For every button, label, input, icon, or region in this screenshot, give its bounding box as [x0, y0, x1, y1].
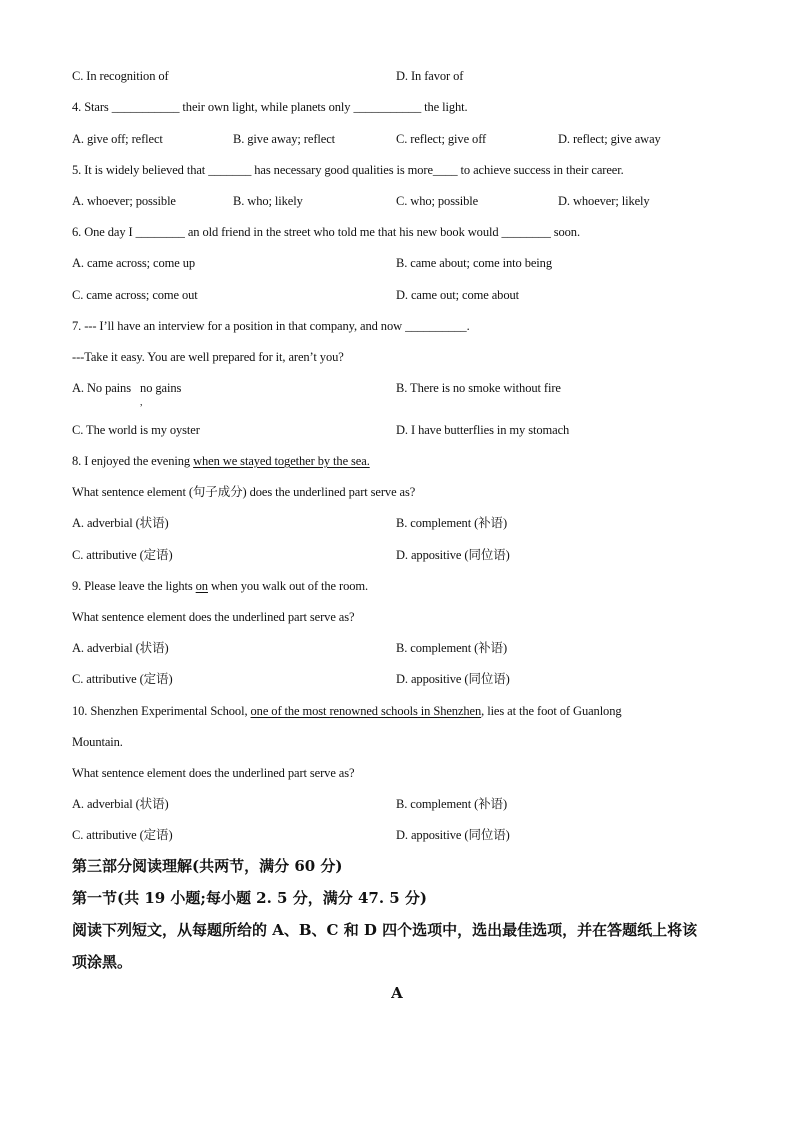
q7-reply: ---Take it easy. You are well prepared for it, aren’t you? [72, 350, 344, 364]
q3-option-c: C. In recognition of [72, 69, 169, 83]
q6-option-b: B. came about; come into being [396, 256, 552, 270]
q5-option-a: A. whoever; possible [72, 194, 176, 208]
q10-stem [72, 703, 622, 719]
q7-option-d: D. I have butterflies in my stomach [396, 423, 570, 437]
q10-option-b: B. complement (补语) [396, 797, 508, 811]
q9-stem-pre: 9. Please leave the lights [72, 579, 196, 593]
q6-option-a: A. came across; come up [72, 256, 195, 270]
q8-option-d: D. appositive (同位语) [396, 548, 510, 562]
q10-option-a: A. adverbial (状语) [72, 797, 169, 811]
q10-stem-pre: 10. Shenzhen Experimental School, [72, 704, 251, 718]
q7-stray-comma: , [140, 397, 143, 408]
part3-section1-heading: 第一节(共 19 小题;每小题 2. 5 分，满分 47. 5 分) [72, 889, 428, 907]
q9-option-a: A. adverbial (状语) [72, 641, 169, 655]
q9-question: What sentence element does the underlined part serve as? [72, 610, 355, 624]
q4-option-b: B. give away; reflect [233, 132, 336, 146]
q8-option-b: B. complement (补语) [396, 516, 508, 530]
part3-instruction-line2: 项涂黑。 [72, 953, 133, 971]
q9-option-c: C. attributive (定语) [72, 672, 173, 686]
q9-option-d: D. appositive (同位语) [396, 672, 510, 686]
q5-option-b: B. who; likely [233, 194, 303, 208]
q5-option-c: C. who; possible [396, 194, 479, 208]
q9-stem [72, 578, 368, 594]
q5-option-d: D. whoever; likely [558, 194, 650, 208]
q8-question: What sentence element (句子成分) does the underlined part serve as? [72, 485, 416, 499]
q4-stem-b: their own light, while planets only [179, 100, 354, 114]
q5-stem: 5. It is widely believed that _______ has necessary good qualities is more____ to achieve success in their career. [72, 163, 624, 177]
q6-stem: 6. One day I ________ an old friend in the street who told me that his new book would ________ soon. [72, 225, 580, 239]
q8-stem [72, 453, 370, 469]
q7-option-c: C. The world is my oyster [72, 423, 200, 437]
q10-stem-line-2: Mountain. [72, 735, 123, 749]
q6-option-c: C. came across; come out [72, 288, 198, 302]
q7-option-a: A. No pains no gains [72, 381, 182, 395]
q8-option-c: C. attributive (定语) [72, 548, 173, 562]
q9-option-b: B. complement (补语) [396, 641, 508, 655]
q8-option-a: A. adverbial (状语) [72, 516, 169, 530]
part3-title: 第三部分阅读理解(共两节，满分 60 分) [72, 857, 343, 875]
q9-underlined-part: on [195, 579, 208, 593]
q4-option-d: D. reflect; give away [558, 132, 661, 146]
passage-letter: A [391, 984, 403, 1002]
q3-option-d: D. In favor of [396, 69, 464, 83]
q10-stem-post: , lies at the foot of Guanlong [481, 704, 622, 718]
q7-stem: 7. --- I’ll have an interview for a position in that company, and now __________. [72, 319, 470, 333]
q4-blank-2: ___________ [353, 100, 422, 114]
q9-stem-post: when you walk out of the room. [207, 579, 369, 593]
q4-option-c: C. reflect; give off [396, 132, 487, 146]
q10-option-d: D. appositive (同位语) [396, 828, 510, 842]
q8-stem-pre: 8. I enjoyed the evening [72, 454, 194, 468]
q6-option-d: D. came out; come about [396, 288, 520, 302]
q8-underlined-part: when we stayed together by the sea. [193, 454, 370, 468]
q4-stem [72, 99, 468, 115]
q4-stem-a: 4. Stars [72, 100, 112, 114]
q4-stem-c: the light. [421, 100, 468, 114]
q4-blank-1: ___________ [111, 100, 180, 114]
part3-instruction-line1: 阅读下列短文，从每题所给的 A、B、C 和 D 四个选项中，选出最佳选项，并在答题纸上将该 [72, 921, 698, 939]
q4-option-a: A. give off; reflect [72, 132, 163, 146]
q10-question: What sentence element does the underlined part serve as? [72, 766, 355, 780]
q7-option-b: B. There is no smoke without fire [396, 381, 561, 395]
q10-underlined-part: one of the most renowned schools in Shenzhen [250, 704, 482, 718]
q10-option-c: C. attributive (定语) [72, 828, 173, 842]
